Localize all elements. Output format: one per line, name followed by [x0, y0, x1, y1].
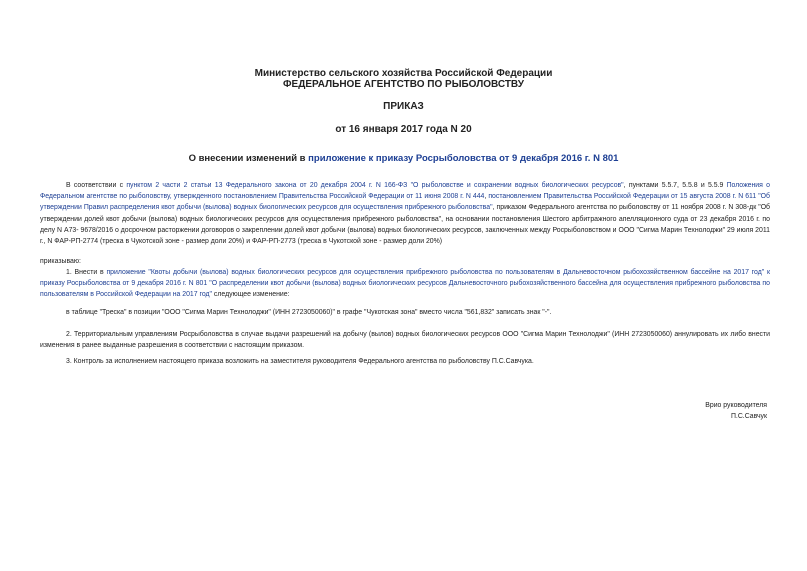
- item-1-text-2: следующее изменение:: [212, 291, 290, 299]
- subject-prefix: О внесении изменений в: [188, 153, 309, 164]
- appendix-801-link[interactable]: приложение "Квоты добычи (вылова) водных биологических ресурсов для осуществления прибрежного рыболовства по пользователям в Дальневосточном рыбохозяйственном бассейне на 2017 год" к приказу Росрыболовства от 9 декабря 2016 г. N 801 "О распределении квот добычи (вылова) водных биологических ресурсов Дальневосточного рыбохозяйственного бассейна для осуществления прибрежного рыболовства по пользователям в Российской Федерации на 2017 год": [40, 269, 770, 299]
- signature-name: П.С.Савчук: [730, 413, 767, 420]
- regulation-444-link[interactable]: Положения о Федеральном агентстве по рыболовству, утвержденного постановлением Правительства Российской Федерации от 11 июня 2008 г. N 444: [40, 182, 771, 201]
- preamble-text-4: , приказом Федерального агентства по рыболовству от 11 ноября 2008 г. N 308-дк "Об утверждении долей квот добычи (вылова) водных биологических ресурсов для осуществления прибрежного рыболовства", на основании постановления Шестого арбитражного апелляционного суда от 23 декабря 2016 г. по делу N А73- 9678/2016 о досрочном расторжении договоров о закреплении долей квот добычи (вылова) водных биологических ресурсов, заключенных между Росрыболовством и ООО "Сигма Марин Технолоджи" 29 июля 2011 г., N ФАР-РП-2774 (треска в Чукотской зоне - размер доли 20%) и ФАР-РП-2773 (треска в Чукотской зоне - размер доли 20%): [40, 204, 771, 246]
- orders-word: приказываю:: [40, 258, 81, 265]
- document-date-number: от 16 января 2017 года N 20: [335, 124, 472, 135]
- preamble-paragraph: [40, 180, 770, 247]
- item-3-paragraph: 3. Контроль за исполнением настоящего приказа возложить на заместителя руководителя Федерального агентства по рыболовству П.С.Савчука.: [66, 358, 534, 365]
- item-1-text-1: 1. Внести в: [66, 269, 107, 276]
- document-type: ПРИКАЗ: [383, 101, 424, 112]
- item-2-paragraph: 2. Территориальным управлениям Росрыболовства в случае выдачи разрешений на добычу (вылов) водных биологических ресурсов ООО "Сигма Марин Технолоджи" (ИНН 2723050060) аннулировать их либо внести изменения в ранее выданные разрешения в соответствии с настоящим приказом.: [40, 331, 770, 350]
- resolution-611-link[interactable]: постановлением Правительства Российской Федерации от 15 августа 2008 г. N 611 "Об утверждении Правил распределения квот добычи (вылова) водных биологических ресурсов для осуществления прибрежного рыболовства": [40, 193, 770, 212]
- agency-title: ФЕДЕРАЛЬНОЕ АГЕНТСТВО ПО РЫБОЛОВСТВУ: [283, 79, 524, 90]
- signature-position: Врио руководителя: [705, 402, 767, 409]
- preamble-text-2: , пунктами 5.5.7, 5.5.8 и 5.5.9: [623, 182, 727, 189]
- preamble-text-3: ,: [484, 193, 489, 201]
- subject-link[interactable]: приложение к приказу Росрыболовства от 9 декабря 2016 г. N 801: [308, 153, 619, 164]
- preamble-text-1: В соответствии с: [66, 182, 127, 189]
- item-1-paragraph: [40, 267, 770, 301]
- law-166fz-link[interactable]: пунктом 2 части 2 статьи 13 Федерального закона от 20 декабря 2004 г. N 166-ФЗ "О рыболовстве и сохранении водных биологических ресурсов": [126, 182, 624, 189]
- document-subject: [0, 153, 807, 165]
- item-1-change: в таблице "Треска" в позиции "ООО "Сигма Марин Технолоджи" (ИНН 2723050060)" в графе "Чукотская зона" вместо числа "561,832" записать знак "-".: [66, 309, 552, 316]
- ministry-title: Министерство сельского хозяйства Российской Федерации: [254, 68, 553, 79]
